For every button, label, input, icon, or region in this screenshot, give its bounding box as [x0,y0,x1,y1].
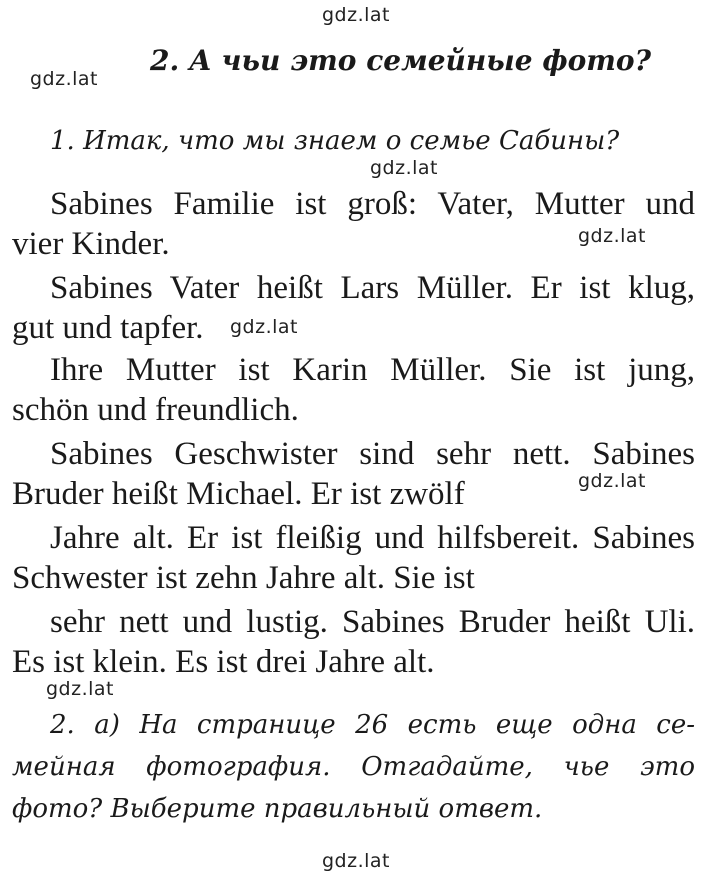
question-2-line: 2. а) На странице 26 есть еще одна се- [50,710,695,740]
text-line: sehr nett und lustig. Sabines Bruder heißt Uli. [50,604,695,640]
watermark: gdz.lat [30,68,99,90]
text-line: Sabines Familie ist groß: Vater, Mutter und [50,186,695,222]
text-line: schön und freundlich. [12,392,299,428]
text-line: Ihre Mutter ist Karin Müller. Sie ist jung, [50,352,695,388]
watermark: gdz.lat [322,850,391,872]
watermark: gdz.lat [322,4,391,26]
question-2-line: мейная фотография. Отгадайте, чье это [12,752,695,782]
watermark: gdz.lat [578,470,647,492]
watermark: gdz.lat [370,157,439,179]
text-line: Es ist klein. Es ist drei Jahre alt. [12,644,435,680]
question-1: 1. Итак, что мы знаем о семье Сабины? [50,126,620,156]
text-line: Schwester ist zehn Jahre alt. Sie ist [12,560,475,596]
text-line: vier Kinder. [12,226,170,262]
text-line: Sabines Vater heißt Lars Müller. Er ist klug, [50,270,695,306]
watermark: gdz.lat [46,678,115,700]
text-line: Sabines Geschwister sind sehr nett. Sabines [50,436,695,472]
watermark: gdz.lat [578,225,647,247]
watermark: gdz.lat [230,316,299,338]
page-title: 2. А чьи это семейные фото? [150,44,651,77]
text-line: gut und tapfer. [12,310,204,346]
question-2-line: фото? Выберите правильный ответ. [12,794,543,824]
text-line: Bruder heißt Michael. Er ist zwölf [12,476,465,512]
text-line: Jahre alt. Er ist fleißig und hilfsbereit. Sabines [50,520,695,556]
